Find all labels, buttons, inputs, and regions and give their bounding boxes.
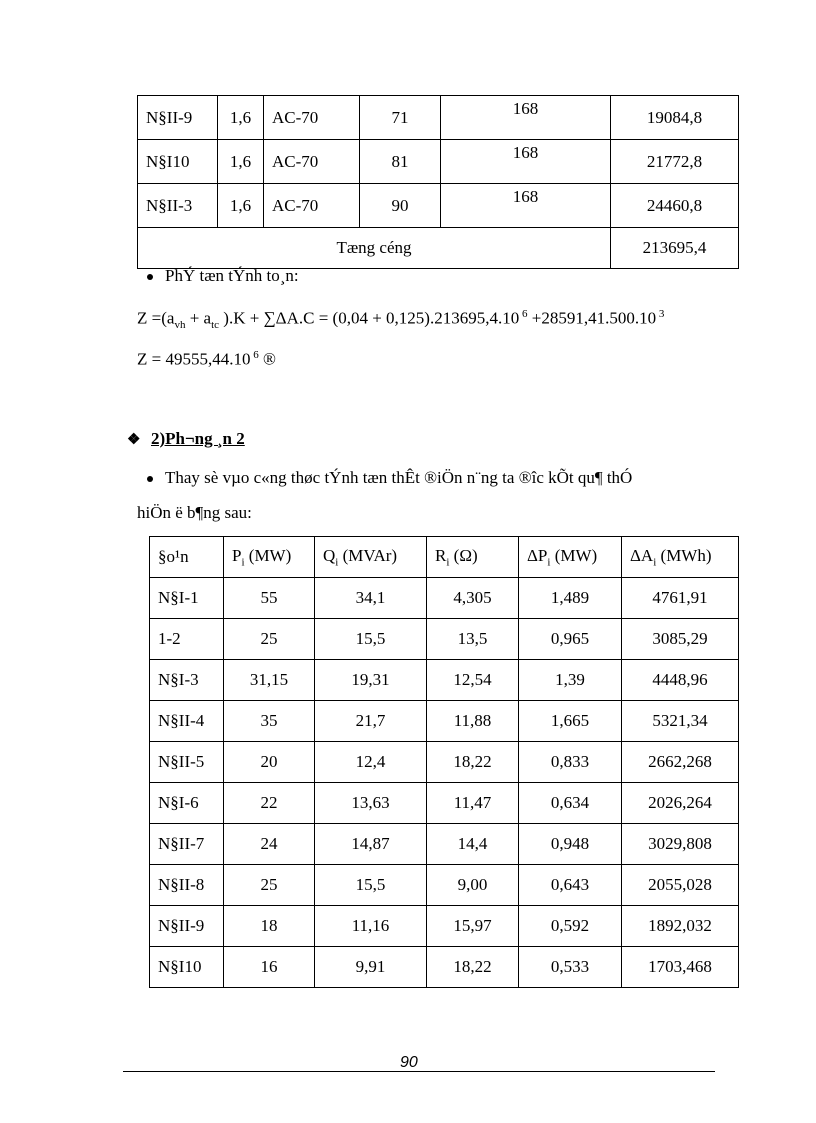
cell-da: 1892,032 <box>622 906 739 947</box>
cell-wire: AC-70 <box>264 96 360 140</box>
cell-da: 2662,268 <box>622 742 739 783</box>
total-label: Tæng céng <box>138 228 611 269</box>
cell-section: N§I-1 <box>150 578 224 619</box>
cell-factor: 1,6 <box>218 184 264 228</box>
cell-section: N§II-9 <box>150 906 224 947</box>
formula-part: Z = 49555,44.10 <box>137 349 251 369</box>
cell-wire: AC-70 <box>264 184 360 228</box>
cell-factor: 1,6 <box>218 96 264 140</box>
cell-q: 21,7 <box>315 701 427 742</box>
table-row <box>150 906 739 947</box>
cell-section: N§I-3 <box>150 660 224 701</box>
header-text: P <box>232 545 242 565</box>
cell-r: 14,4 <box>427 824 519 865</box>
page-number: 90 <box>400 1054 418 1071</box>
cell-r: 12,54 <box>427 660 519 701</box>
table-row <box>150 660 739 701</box>
header-sub: i <box>241 556 245 569</box>
header-da <box>622 537 739 578</box>
cell-section: 1-2 <box>150 619 224 660</box>
cell-dp: 0,948 <box>519 824 622 865</box>
paragraph-line <box>147 468 737 488</box>
cell-unit-cost: 168 <box>441 184 611 228</box>
cell-section: N§II-9 <box>138 96 218 140</box>
table-row <box>150 824 739 865</box>
cell-da: 2055,028 <box>622 865 739 906</box>
table-row <box>150 578 739 619</box>
cell-length: 90 <box>360 184 441 228</box>
header-text: (MW) <box>550 545 598 565</box>
paragraph-line <box>137 503 252 523</box>
table-row <box>138 140 739 184</box>
header-text: (Ω) <box>449 545 478 565</box>
header-text: (MWh) <box>656 545 712 565</box>
formula-part: + a <box>185 308 212 328</box>
total-row <box>138 228 739 269</box>
cell-unit-cost: 168 <box>441 140 611 184</box>
formula-sup: 3 <box>656 308 665 320</box>
cell-length: 71 <box>360 96 441 140</box>
cell-r: 18,22 <box>427 742 519 783</box>
cell-p: 55 <box>224 578 315 619</box>
cell-section: N§I-6 <box>150 783 224 824</box>
header-text: ΔA <box>630 545 654 565</box>
cell-cost: 19084,8 <box>611 96 739 140</box>
header-q <box>315 537 427 578</box>
cell-section: N§I10 <box>150 947 224 988</box>
header-text: Q <box>323 545 336 565</box>
cell-r: 4,305 <box>427 578 519 619</box>
cell-r: 15,97 <box>427 906 519 947</box>
formula-z-result <box>137 349 276 370</box>
cell-r: 13,5 <box>427 619 519 660</box>
header-dp <box>519 537 622 578</box>
cell-q: 14,87 <box>315 824 427 865</box>
cell-cost: 21772,8 <box>611 140 739 184</box>
cell-section: N§II-3 <box>138 184 218 228</box>
cell-p: 24 <box>224 824 315 865</box>
cell-da: 4448,96 <box>622 660 739 701</box>
cell-dp: 0,592 <box>519 906 622 947</box>
table-row <box>138 184 739 228</box>
header-sub: i <box>335 556 339 569</box>
table-row <box>150 742 739 783</box>
bullet-icon <box>147 476 153 482</box>
table-row <box>138 96 739 140</box>
cell-unit-cost: 168 <box>441 96 611 140</box>
cell-r: 9,00 <box>427 865 519 906</box>
cell-q: 19,31 <box>315 660 427 701</box>
header-text: §o¹n <box>158 547 189 566</box>
header-section <box>150 537 224 578</box>
header-text: ΔP <box>527 545 548 565</box>
section-heading-text: 2)Ph¬ng ¸n 2 <box>151 429 245 448</box>
cost-table <box>137 95 739 269</box>
formula-part: ® <box>258 349 276 369</box>
formula-part: ).K + ∑ΔA.C = (0,04 + 0,125).213695,4.10 <box>219 308 520 328</box>
cell-p: 20 <box>224 742 315 783</box>
header-text: (MVAr) <box>338 545 398 565</box>
cell-q: 11,16 <box>315 906 427 947</box>
bullet-text: PhÝ tæn tÝnh to¸n: <box>165 266 299 285</box>
cell-length: 81 <box>360 140 441 184</box>
diamond-bullet-icon: ❖ <box>127 432 141 448</box>
cell-da: 4761,91 <box>622 578 739 619</box>
cell-dp: 0,634 <box>519 783 622 824</box>
table-row <box>150 865 739 906</box>
formula-part: +28591,41.500.10 <box>527 308 657 328</box>
cell-section: N§II-4 <box>150 701 224 742</box>
cell-q: 12,4 <box>315 742 427 783</box>
cell-q: 34,1 <box>315 578 427 619</box>
cell-dp: 1,39 <box>519 660 622 701</box>
cell-dp: 0,533 <box>519 947 622 988</box>
cell-dp: 0,965 <box>519 619 622 660</box>
header-text: (MW) <box>244 545 292 565</box>
cell-p: 16 <box>224 947 315 988</box>
cell-section: N§II-8 <box>150 865 224 906</box>
cell-section: N§II-7 <box>150 824 224 865</box>
cell-da: 2026,264 <box>622 783 739 824</box>
table-row <box>150 947 739 988</box>
cell-p: 25 <box>224 865 315 906</box>
table-header-row <box>150 537 739 578</box>
cell-q: 15,5 <box>315 865 427 906</box>
footer-divider <box>123 1071 715 1072</box>
cell-p: 18 <box>224 906 315 947</box>
cell-q: 9,91 <box>315 947 427 988</box>
header-text: R <box>435 545 447 565</box>
cell-da: 5321,34 <box>622 701 739 742</box>
formula-part: Z =(a <box>137 308 175 328</box>
formula-z <box>137 308 664 331</box>
cell-da: 1703,468 <box>622 947 739 988</box>
header-sub: i <box>547 556 551 569</box>
table-row <box>150 619 739 660</box>
bullet-icon <box>147 274 153 280</box>
header-sub: i <box>446 556 450 569</box>
paragraph-text: Thay sè vµo c«ng thøc tÝnh tæn thÊt ®iÖn n¨ng ta ®îc kÕt qu¶ thÓ <box>165 468 633 487</box>
paragraph-text: hiÖn ë b¶ng sau: <box>137 503 252 522</box>
cell-r: 11,47 <box>427 783 519 824</box>
cell-p: 35 <box>224 701 315 742</box>
header-p <box>224 537 315 578</box>
cell-p: 31,15 <box>224 660 315 701</box>
bullet-item <box>147 266 299 286</box>
cell-factor: 1,6 <box>218 140 264 184</box>
table-row <box>150 783 739 824</box>
cell-r: 11,88 <box>427 701 519 742</box>
cell-da: 3029,808 <box>622 824 739 865</box>
cell-section: N§II-5 <box>150 742 224 783</box>
formula-sub: vh <box>174 319 186 332</box>
cell-r: 18,22 <box>427 947 519 988</box>
cell-q: 13,63 <box>315 783 427 824</box>
cell-section: N§I10 <box>138 140 218 184</box>
formula-sub: tc <box>211 319 220 332</box>
cell-dp: 1,665 <box>519 701 622 742</box>
cell-wire: AC-70 <box>264 140 360 184</box>
loss-table <box>149 536 739 988</box>
cell-q: 15,5 <box>315 619 427 660</box>
cell-dp: 0,643 <box>519 865 622 906</box>
section-heading <box>127 429 245 449</box>
header-r <box>427 537 519 578</box>
formula-sup: 6 <box>250 349 259 361</box>
cell-cost: 24460,8 <box>611 184 739 228</box>
cell-p: 25 <box>224 619 315 660</box>
table-row <box>150 701 739 742</box>
cell-dp: 0,833 <box>519 742 622 783</box>
cell-dp: 1,489 <box>519 578 622 619</box>
cell-da: 3085,29 <box>622 619 739 660</box>
cell-p: 22 <box>224 783 315 824</box>
total-value: 213695,4 <box>611 228 739 269</box>
header-sub: i <box>653 556 657 569</box>
formula-sup: 6 <box>519 308 528 320</box>
